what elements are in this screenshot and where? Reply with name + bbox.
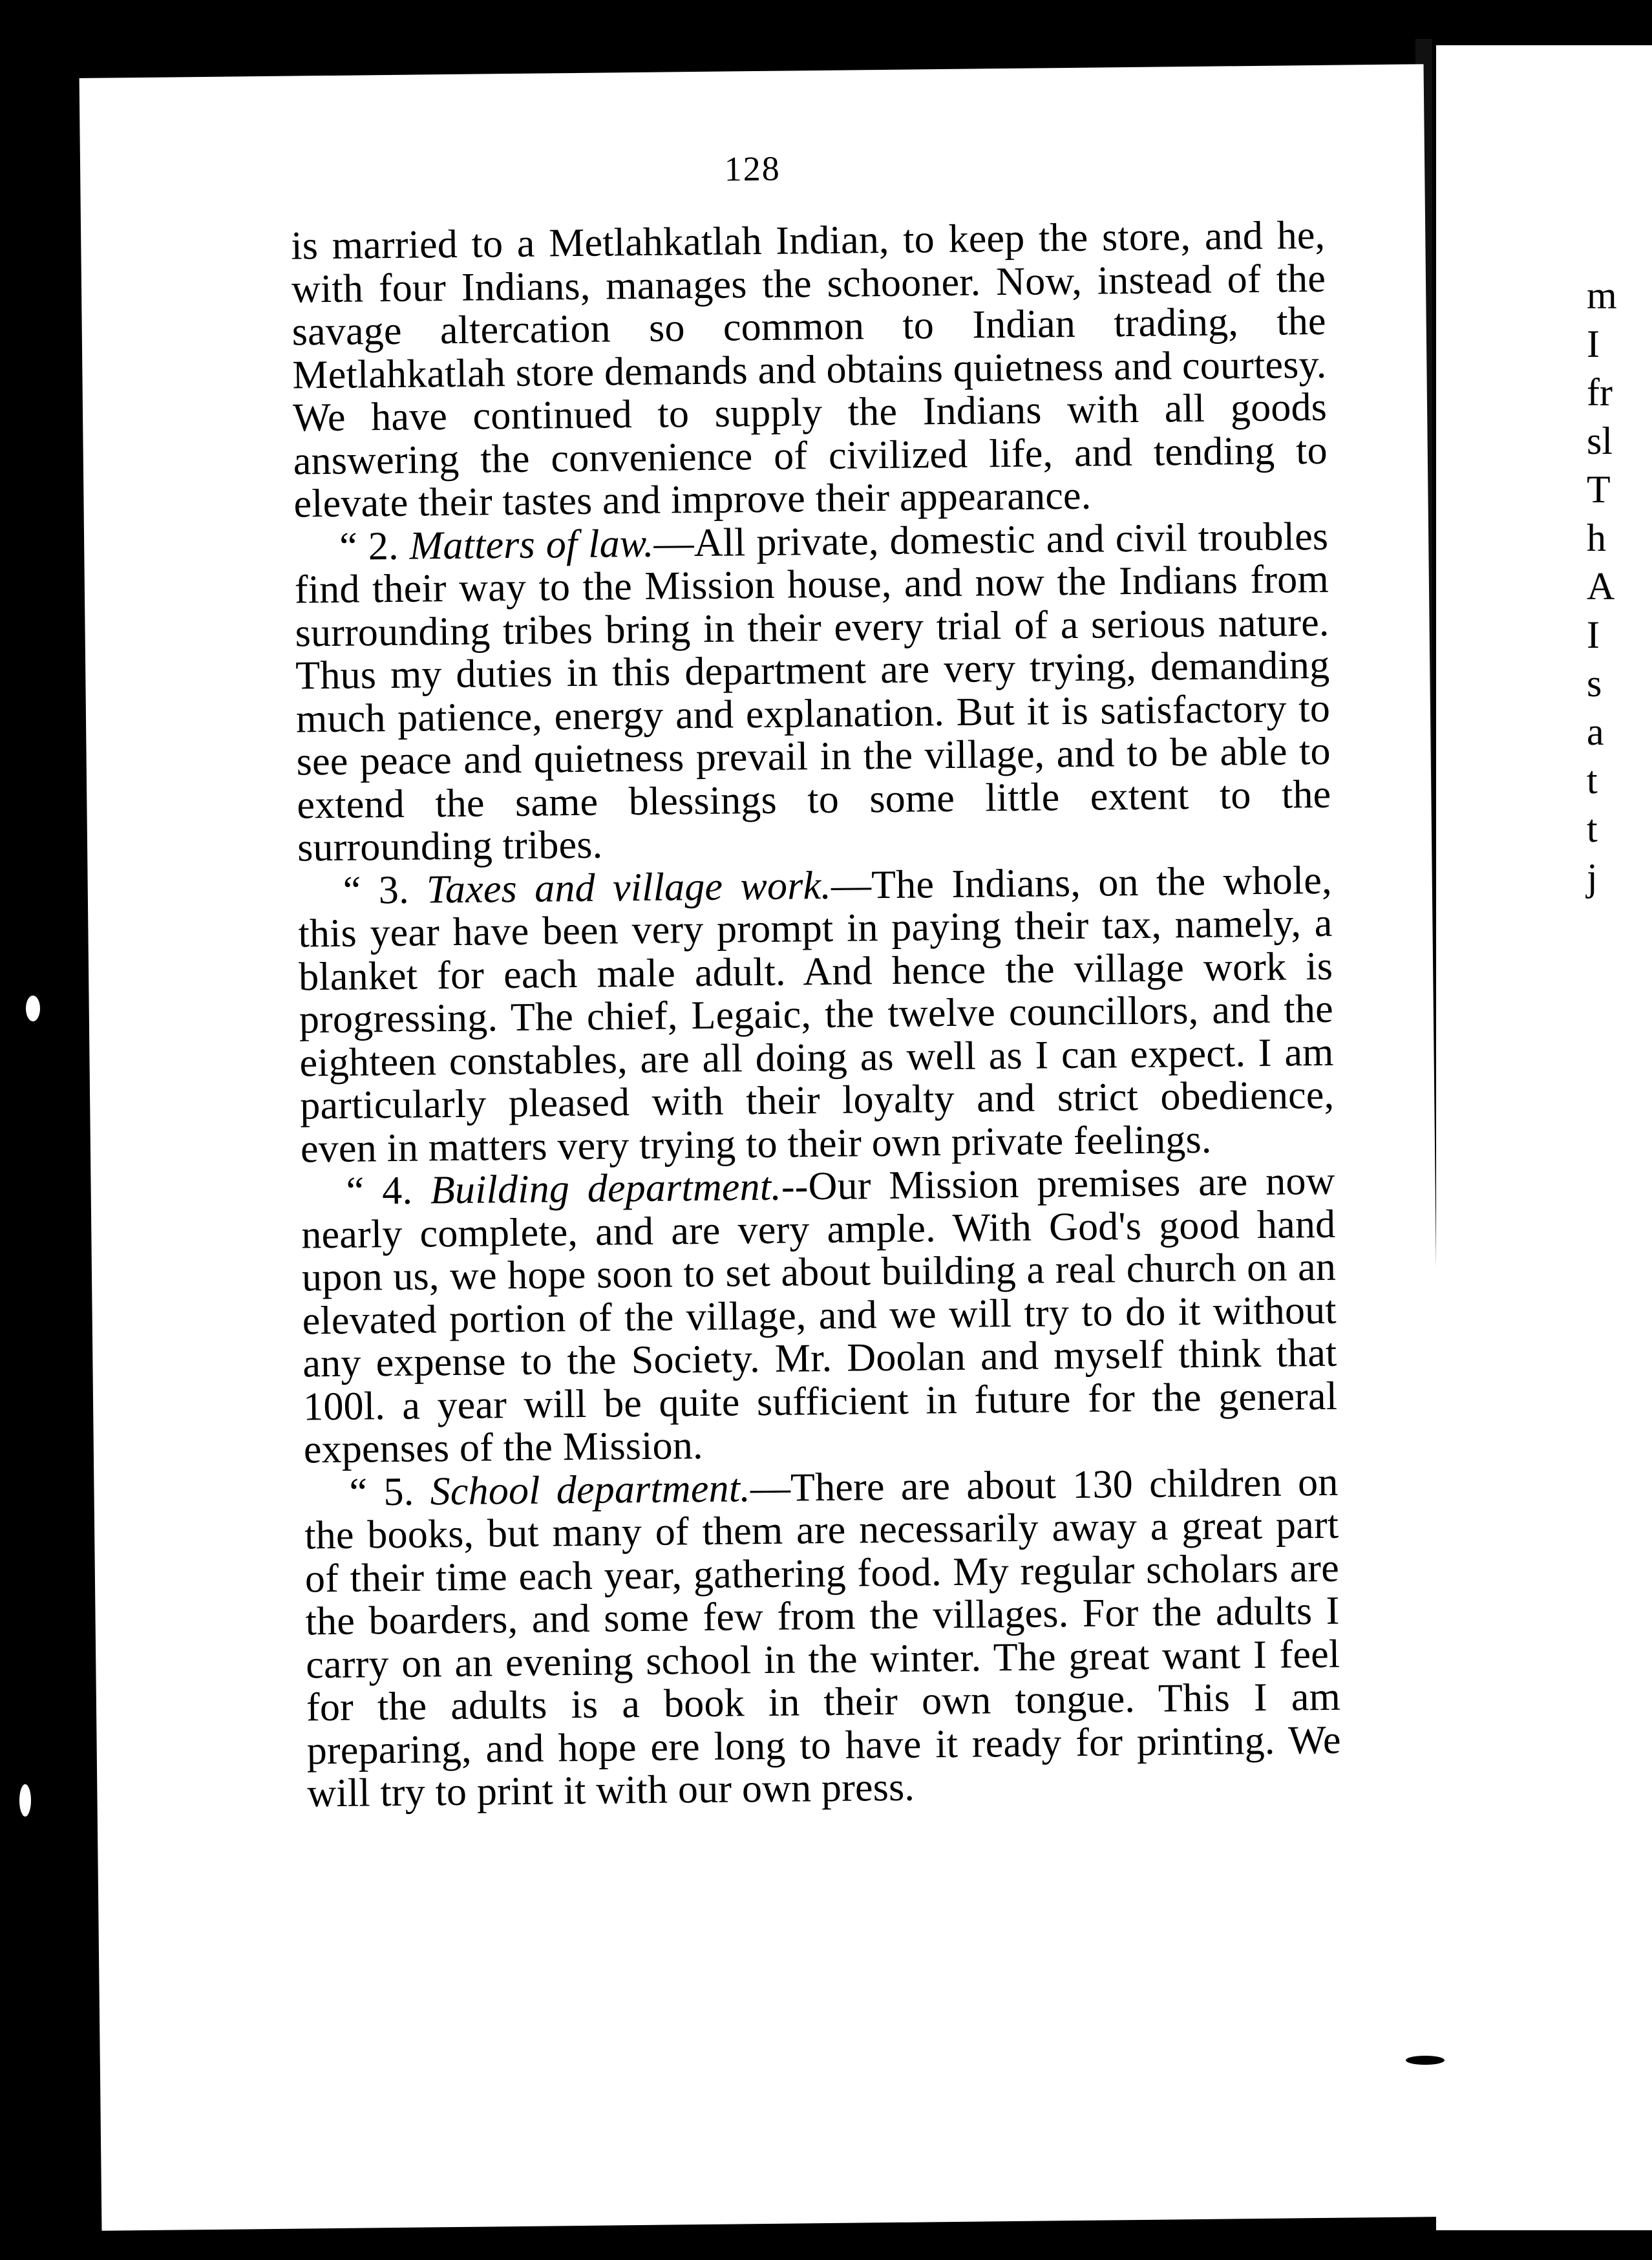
paragraph-5 <box>304 1460 1341 1815</box>
facing-page-fragment: t <box>1587 807 1598 850</box>
paragraph-body: —The Indians, on the whole, this year have been very prompt in paying their tax, namely, a blanket for each male adult. And hence the village work is progressing. The chief, Legaic, the twelve councillors, and the eighteen constables, are all doing as well as I can expect. I am particularly pleased with their loyalty and strict obedience, even in matters very trying to their own private feelings. <box>298 858 1335 1171</box>
facing-page-fragment: A <box>1587 565 1615 608</box>
facing-page-fragment: I <box>1587 323 1600 365</box>
paragraph-3 <box>297 858 1335 1170</box>
paragraph-lead: “ 4. <box>346 1168 413 1213</box>
facing-page-fragment: T <box>1587 468 1611 511</box>
scan-speck <box>1406 2056 1445 2065</box>
paragraph-body: —All private, domestic and civil troubles find their way to the Mission house, and now the Indians from surrounding tribes bring in their every trial of a serious nature. Thus my duties in this department are very trying, demanding much patience, energy and explanation. But it is satisfactory to see peace and quietness prevail in the village, and to be able to extend the same blessings to some little extent to the surrounding tribes. <box>294 514 1331 870</box>
facing-page-fragment: t <box>1587 759 1598 802</box>
paragraph-lead: “ 3. <box>343 868 410 913</box>
book-page <box>79 64 1446 2231</box>
page-text <box>291 214 1342 1815</box>
facing-page-fragment: a <box>1587 710 1604 753</box>
paragraph-heading: Matters of law. <box>409 521 654 568</box>
facing-page-text <box>1587 272 1617 902</box>
scan-speck <box>19 1784 31 1817</box>
facing-page-fragment: m <box>1587 274 1617 317</box>
paragraph-4 <box>301 1160 1338 1471</box>
paragraph-heading: Taxes and village work. <box>426 863 832 911</box>
paragraph-1 <box>291 214 1328 526</box>
facing-page-fragment: sl <box>1587 420 1613 462</box>
facing-page-fragment: fr <box>1587 371 1613 414</box>
paragraph-heading: School department. <box>430 1466 751 1513</box>
paragraph-heading: Building department. <box>430 1164 782 1213</box>
paragraph-2 <box>294 515 1331 869</box>
paragraph-body: —There are about 130 children on the books, but many of them are necessarily away a great part of their time each year, gathering food. My regular scholars are the boarders, and some few from the villages. For the adults I carry on an evening school in the winter. The great want I feel for the adults is a book in their own tongue. This I am preparing, and hope ere long to have it ready for printing. We will try to print it with our own press. <box>304 1460 1341 1816</box>
facing-page-fragment: h <box>1587 517 1606 559</box>
paragraph-lead: “ 5. <box>349 1469 414 1515</box>
facing-page-fragment: s <box>1587 662 1602 705</box>
facing-page-fragment: I <box>1587 613 1600 656</box>
page-number: 128 <box>724 149 781 189</box>
paragraph-body: --Our Mission premises are now nearly complete, and are very ample. With God's good hand upon us, we hope soon to set about building a real church on an elevated portion of the village, and we will try to do it without any expense to the Society. Mr. Doolan and myself think that 100l. a year will be quite sufficient in future for the general expenses of the Mission. <box>301 1158 1338 1472</box>
facing-page <box>1436 45 1652 2230</box>
paragraph-body: is married to a Metlahkatlah Indian, to keep the store, and he, with four Indians, manages the schooner. Now, instead of the savage altercation so common to Indian trading, the Metlahkatlah store demands and obtains quietness and courtesy. We have continued to supply the Indians with all goods answering the convenience of civilized life, and tending to elevate their tastes and improve their appearance. <box>291 213 1328 526</box>
paragraph-lead: “ 2. <box>339 524 399 569</box>
scan-speck <box>26 996 40 1021</box>
facing-page-fragment: j <box>1587 856 1598 899</box>
